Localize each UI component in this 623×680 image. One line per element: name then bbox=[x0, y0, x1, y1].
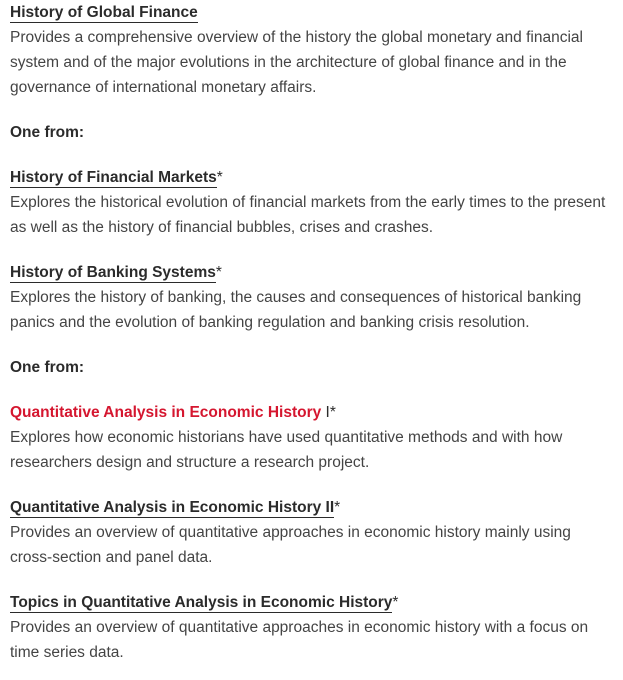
elective-asterisk: * bbox=[215, 264, 222, 281]
elective-asterisk: * bbox=[334, 499, 341, 516]
course-description: Provides an overview of quantitative approaches in economic history with a focus on time series data. bbox=[10, 619, 589, 661]
course-item bbox=[10, 0, 613, 100]
course-description: Explores how economic historians have used quantitative methods and with how researchers design and structure a research project. bbox=[10, 429, 563, 471]
course-description: Explores the history of banking, the causes and consequences of historical banking panics and the evolution of banking regulation and banking crisis resolution. bbox=[10, 289, 582, 331]
course-title bbox=[10, 495, 613, 520]
spacer bbox=[10, 240, 613, 260]
course-description: Provides an overview of quantitative approaches in economic history mainly using cross-section and panel data. bbox=[10, 524, 571, 566]
course-link-history-of-banking-systems[interactable]: History of Banking Systems bbox=[10, 264, 216, 281]
course-link-quantitative-analysis-ii[interactable]: Quantitative Analysis in Economic History II bbox=[10, 499, 335, 516]
spacer bbox=[10, 475, 613, 495]
course-title bbox=[10, 260, 613, 285]
course-item bbox=[10, 260, 613, 335]
spacer bbox=[10, 145, 613, 165]
spacer bbox=[10, 335, 613, 355]
elective-asterisk: I* bbox=[321, 404, 336, 421]
choice-label: One from: bbox=[10, 359, 85, 376]
course-link-topics-in-quantitative-analysis[interactable]: Topics in Quantitative Analysis in Economic History bbox=[10, 594, 393, 611]
course-item bbox=[10, 495, 613, 570]
course-link-quantitative-analysis-i[interactable]: Quantitative Analysis in Economic History bbox=[10, 404, 322, 421]
course-title bbox=[10, 165, 613, 190]
course-description: Explores the historical evolution of financial markets from the early times to the present as well as the history of financial bubbles, crises and crashes. bbox=[10, 194, 606, 236]
course-link-history-of-global-finance[interactable]: History of Global Finance bbox=[10, 4, 198, 21]
course-title bbox=[10, 0, 613, 25]
elective-asterisk: * bbox=[392, 594, 399, 611]
course-item bbox=[10, 400, 613, 475]
spacer bbox=[10, 570, 613, 590]
course-title bbox=[10, 590, 613, 615]
course-item bbox=[10, 165, 613, 240]
course-title bbox=[10, 400, 613, 425]
elective-asterisk: * bbox=[216, 169, 223, 186]
course-item bbox=[10, 590, 613, 665]
course-description: Provides a comprehensive overview of the history the global monetary and financial system and of the major evolutions in the architecture of global finance and in the governance of international monetary affairs. bbox=[10, 29, 583, 96]
spacer bbox=[10, 380, 613, 400]
course-link-history-of-financial-markets[interactable]: History of Financial Markets bbox=[10, 169, 217, 186]
choice-label: One from: bbox=[10, 124, 85, 141]
spacer bbox=[10, 100, 613, 120]
